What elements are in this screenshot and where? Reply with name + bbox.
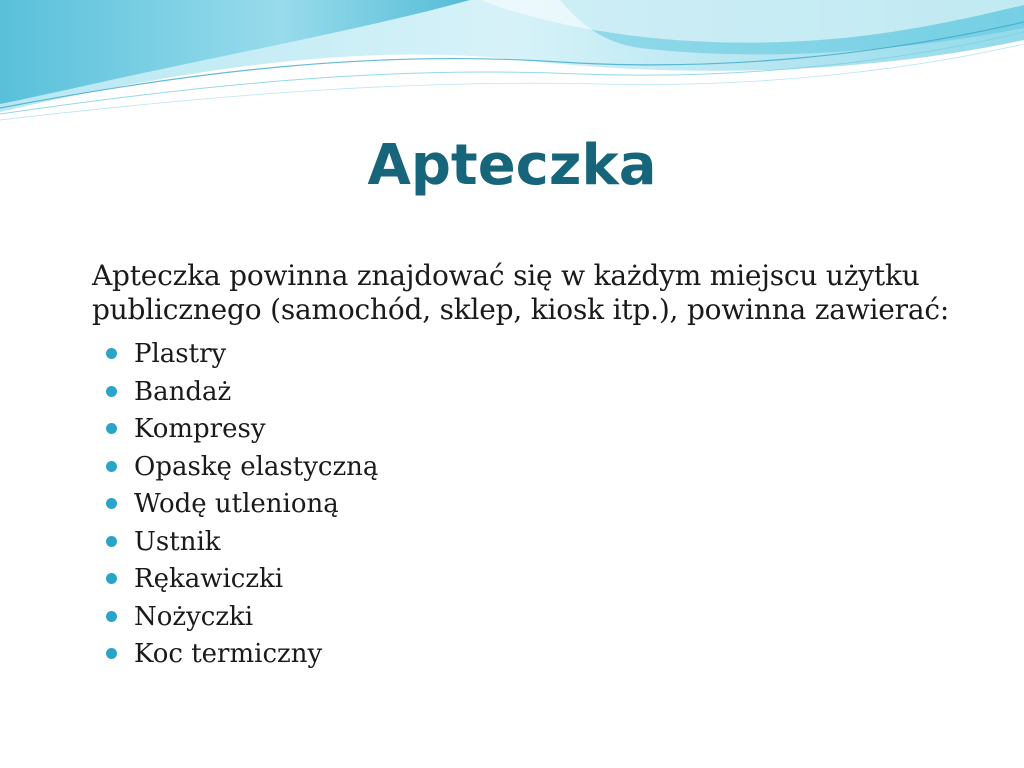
list-item-label: Wodę utlenioną bbox=[134, 489, 339, 519]
list-item-label: Bandaż bbox=[134, 376, 232, 407]
list-item bbox=[134, 336, 972, 374]
bullet-dot-icon bbox=[106, 348, 117, 359]
list-item bbox=[134, 599, 972, 637]
list-item bbox=[134, 449, 972, 487]
list-item bbox=[134, 524, 972, 562]
items-list bbox=[92, 336, 972, 674]
list-item-label: Ustnik bbox=[134, 526, 221, 557]
list-item bbox=[134, 486, 972, 524]
bullet-dot-icon bbox=[106, 648, 117, 659]
list-item bbox=[134, 411, 972, 449]
list-item-label: Rękawiczki bbox=[134, 564, 284, 594]
list-item-label: Koc termiczny bbox=[134, 639, 323, 669]
list-item bbox=[134, 636, 972, 674]
list-item-label: Opaskę elastyczną bbox=[134, 451, 379, 482]
bullet-dot-icon bbox=[106, 536, 117, 547]
bullet-dot-icon bbox=[106, 461, 117, 472]
wave-decoration bbox=[0, 0, 1024, 130]
list-item-label: Kompresy bbox=[134, 414, 266, 444]
intro-paragraph: Apteczka powinna znajdować się w każdym miejscu użytku publicznego (samochód, sklep, kiosk itp.), powinna zawierać: bbox=[92, 259, 950, 326]
list-item-label: Nożyczki bbox=[134, 601, 254, 632]
bullet-dot-icon bbox=[106, 611, 117, 622]
bullet-dot-icon bbox=[106, 498, 117, 509]
slide-title: Apteczka bbox=[367, 133, 657, 198]
bullet-dot-icon bbox=[106, 573, 117, 584]
slide-content bbox=[92, 259, 972, 674]
list-item-label: Plastry bbox=[134, 339, 227, 369]
list-item bbox=[134, 374, 972, 412]
bullet-dot-icon bbox=[106, 386, 117, 397]
list-item bbox=[134, 561, 972, 599]
bullet-dot-icon bbox=[106, 423, 117, 434]
